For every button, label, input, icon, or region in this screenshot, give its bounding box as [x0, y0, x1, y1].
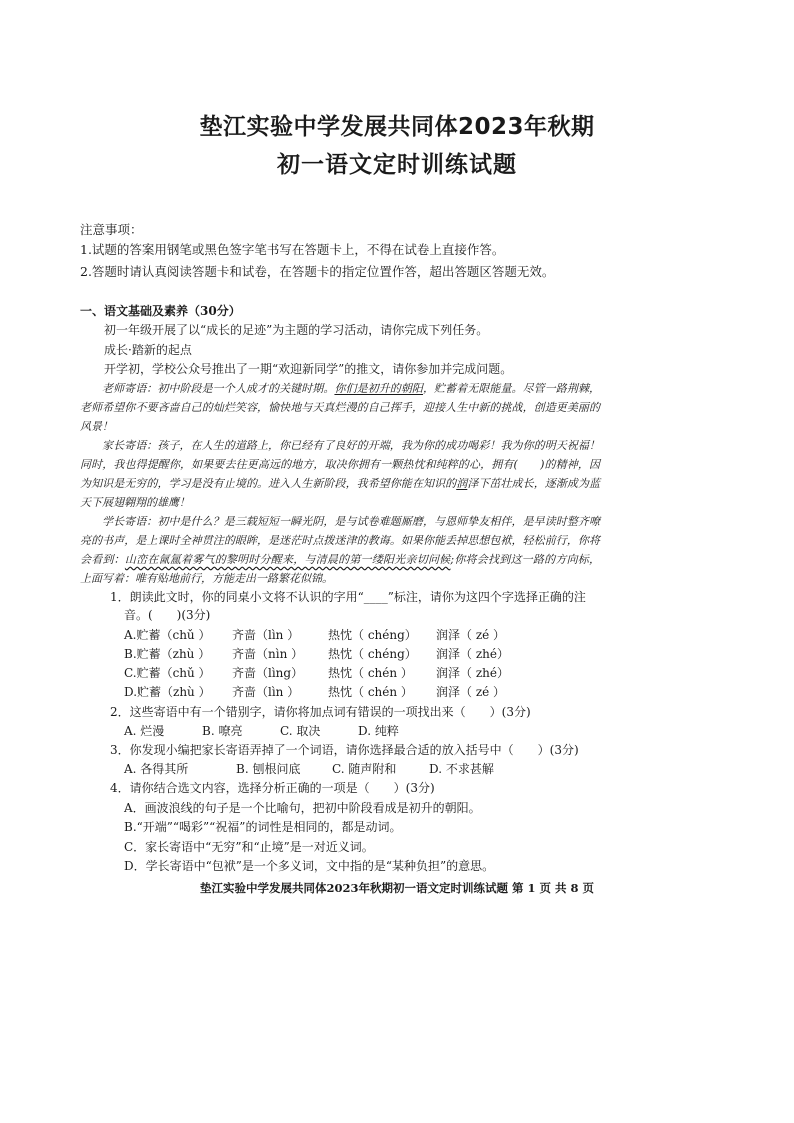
q4-option-d: D．学长寄语中“包袱”是一个多义词，文中指的是“某种负担”的意思。 [124, 859, 495, 873]
q2-option-d: D. 纯粹 [358, 724, 399, 738]
teacher-message-part1: 老师寄语：初中阶段是一个人成才的关键时期。 [102, 382, 335, 395]
notice-item-1: 1.试题的答案用钢笔或黑色签字笔书写在答题卡上，不得在试卷上直接作答。 [80, 242, 505, 257]
q1-d-word1: D.贮蓄（zhù ） [124, 685, 211, 699]
section1-intro: 初一年级开展了以“成长的足迹”为主题的学习活动，请你完成下列任务。 [104, 323, 489, 337]
q1-a-word2: 齐啬（lìn ） [232, 628, 300, 642]
q2-options [124, 722, 544, 740]
q3-option-c: C. 随声附和 [332, 762, 397, 776]
teacher-message-part2: ，贮蓄着无限能量。尽管一路荆棘，老师希望你不要吝啬自己的灿烂笑容，愉快地与天真烂漫的自己挥手，迎接人生中新的挑战，创造更美丽的风景！ [80, 382, 601, 433]
q1-c-word4: 润泽（ zhé） [436, 666, 509, 680]
q1-b-word1: B.贮蓄（zhù ） [124, 647, 211, 661]
q3-option-a: A. 各得其所 [124, 762, 189, 776]
page-footer: 垫江实验中学发展共同体2023年秋期初一语文定时训练试题 第 1 页 共 8 页 [199, 881, 595, 895]
q4-option-c: C．家长寄语中“无穷”和“止境”是一对近义词。 [124, 840, 374, 854]
notice-item-2: 2.答题时请认真阅读答题卡和试卷，在答题卡的指定位置作答，超出答题区答题无效。 [80, 264, 555, 279]
q1-a-word1: A.贮蓄（chǔ ） [124, 628, 211, 642]
q2-option-b: B. 嘹亮 [202, 724, 243, 738]
q1-a-word3: 热忱（ chéng） [328, 628, 417, 642]
q1-b-word3: 热忱（ chéng） [328, 647, 417, 661]
exam-title-line1: 垫江实验中学发展共同体2023年秋期 [199, 114, 595, 140]
senior-message-wavy-2: 亲切问候 [405, 553, 451, 566]
q1-d-word4: 润泽（ zé ） [436, 685, 506, 699]
parent-message-underlined: 润 [456, 477, 468, 490]
parent-message-part1: 家长寄语：孩子，在人生的道路上，你已经有了良好的开端，我为你的成功喝彩！我为你的明天祝福！同时，我也得提醒你，如果要去往更高远的地方，取决你拥有一颗热忱和纯粹的心，拥有( )的精神，因为知识是无穷的，学习是没有止境的。进入人生新阶段，我希望你能在知识的 [80, 439, 600, 490]
q3-option-b: B. 刨根问底 [236, 762, 301, 776]
q1-c-word3: 热忱（ chén ） [328, 666, 413, 680]
senior-message [80, 512, 600, 588]
q1-b-word4: 润泽（ zhé） [436, 647, 509, 661]
q1-stem-line1: 1．朗读此文时，你的同桌小文将不认识的字用“____”标注，请你为这四个字选择正确的注 [110, 590, 586, 604]
q3-option-d: D. 不求甚解 [429, 762, 494, 776]
senior-message-part3: ;你将会找到这一路的方向标，上面写着：唯有贴地前行，方能走出一路繁花似锦。 [80, 553, 601, 585]
notice-heading: 注意事项： [80, 222, 143, 237]
q2-option-c: C. 取决 [280, 724, 321, 738]
parent-message [80, 436, 600, 512]
parent-message-part2: 泽下茁壮成长，逐渐成为蓝天下展翅翱翔的雄鹰！ [80, 477, 601, 509]
q1-a-word4: 润泽（ zé ） [436, 628, 506, 642]
senior-message-wavy: 山峦在氤氲着雾气的黎明时分醒来，与清晨的第一缕阳光 [124, 553, 406, 566]
teacher-message-underlined: 你们是初升的朝阳 [334, 382, 423, 395]
q2-stem: 2．这些寄语中有一个错别字，请你将加点词有错误的一项找出来（ ）(3分) [110, 705, 531, 719]
q1-c-word2: 齐啬（lìng） [232, 666, 304, 680]
q1-stem-line2: 音。( )(3分) [124, 608, 211, 622]
q1-b-word2: 齐啬（nìn ） [232, 647, 304, 661]
q1-d-word2: 齐啬（lìn ） [232, 685, 300, 699]
section1-intro2: 开学初，学校公众号推出了一期“欢迎新同学”的推文，请你参加并完成问题。 [104, 362, 513, 376]
q1-d-word3: 热忱（ chén ） [328, 685, 413, 699]
q4-option-b: B.“开端”“喝彩”“祝福”的词性是相同的，都是动词。 [124, 820, 402, 834]
section1-subheading: 成长·踏新的起点 [104, 343, 192, 357]
senior-message-part1: 学长寄语：初中是什么？是三载短短一瞬光阴，是与试卷难题厮磨，与恩师挚友相伴，是早读时整齐嘹亮的书声，是上课时全神贯注的眼眸，是迷茫时点拨迷津的教诲。如果你能丢掉思想包袱，轻松前行，你将会看到： [80, 515, 600, 566]
q3-stem: 3．你发现小编把家长寄语弄掉了一个词语，请你选择最合适的放入括号中（ ）(3分) [110, 743, 579, 757]
q4-option-a: A．画波浪线的句子是一个比喻句，把初中阶段看成是初升的朝阳。 [124, 801, 481, 815]
q1-c-word1: C.贮蓄（chǔ ） [124, 666, 211, 680]
section1-heading: 一、语文基础及素养（30分） [80, 304, 241, 318]
q4-stem: 4．请你结合选文内容，选择分析正确的一项是（ ）(3分) [110, 781, 435, 795]
teacher-message [80, 379, 600, 436]
q2-option-a: A. 烂漫 [124, 724, 165, 738]
exam-title-line2: 初一语文定时训练试题 [277, 152, 517, 178]
q3-options [124, 760, 544, 778]
